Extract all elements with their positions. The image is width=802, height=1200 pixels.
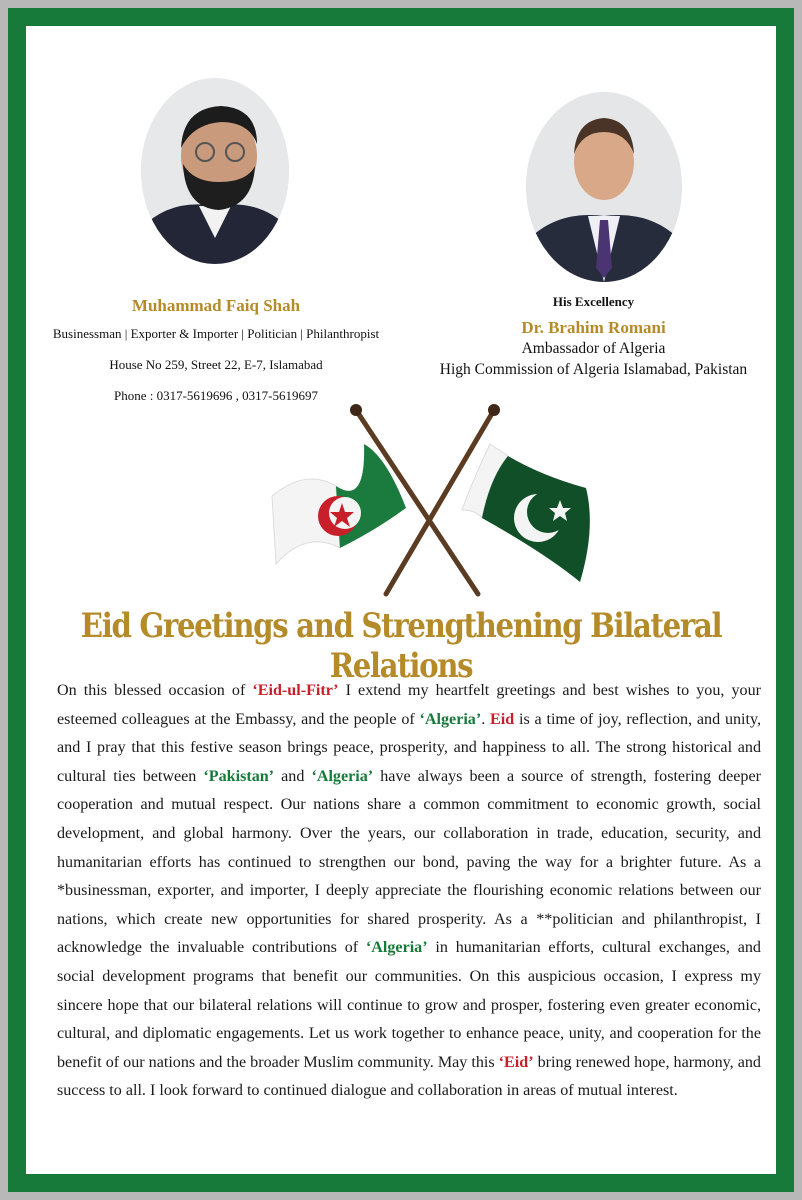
letter-text: is a time of joy, reflection, and unity, and I pray that this festive season brings peace, prosperity, and happiness to all. The strong historical and cultural ties between [57, 710, 762, 785]
highlight-eid-ul-fitr: ‘Eid-ul-Fitr’ [252, 682, 339, 699]
letter-body [57, 677, 761, 1106]
greeting-card [26, 26, 776, 1174]
green-frame [8, 8, 794, 1192]
letter-text: On this blessed occasion of [57, 682, 253, 699]
highlight-algeria: ‘Algeria’ [365, 939, 428, 957]
sender-address: House No 259, Street 22, E-7, Islamabad [109, 357, 323, 372]
portrait-right-photo [526, 92, 682, 282]
recipient-info [411, 294, 776, 382]
recipient-name: Dr. Brahim Romani [521, 318, 666, 337]
highlight-pakistan: ‘Pakistan’ [203, 767, 275, 785]
recipient-office: High Commission of Algeria Islamabad, Pakistan [439, 361, 748, 378]
highlight-algeria: ‘Algeria’ [311, 767, 374, 785]
highlight-algeria: ‘Algeria’ [419, 710, 482, 728]
pakistan-flag-icon [462, 444, 590, 582]
sender-phone: Phone : 0317-5619696 , 0317-5619697 [113, 388, 319, 403]
sender-name: Muhammad Faiq Shah [131, 296, 301, 315]
highlight-eid: ‘Eid’ [498, 1053, 534, 1071]
letter-text: in humanitarian efforts, cultural exchanges, and social development programs that benefit our communities. On this auspicious occasion, I express my sincere hope that our bilateral relations will continue to grow and prosper, fostering even greater economic, cultural, and diplomatic engagements. Let us work together to enhance peace, unity, and cooperation for the benefit of our nations and the broader Muslim community. May this [57, 939, 761, 1071]
letter-text: have always been a source of strength, fostering deeper cooperation and mutual respect. Our nations share a common commitment to economic growth, social development, and global harmony. Over the years, our collaboration in trade, education, security, and humanitarian efforts has continued to strengthen our bond, paving the way for a brighter future. As a *businessman, exporter, and importer, I deeply appreciate the flourishing economic relations between our nations, which create new opportunities for shared prosperity. As a **politician and philanthropist, I acknowledge the invaluable contributions of [57, 767, 761, 957]
portrait-left-photo [141, 78, 289, 264]
recipient-honorific: His Excellency [552, 294, 635, 309]
crossed-flags-illustration [246, 398, 606, 603]
letter-text: I extend my heartfelt greetings and best wishes to you, your esteemed colleagues at the Embassy, and the people of [57, 682, 761, 728]
letter-text: bring renewed hope, harmony, and success to all. I look forward to continued dialogue and collaboration in areas of mutual interest. [57, 1053, 761, 1100]
highlight-eid: Eid [490, 710, 515, 728]
letter-text: . [481, 710, 491, 728]
sender-titles: Businessman | Exporter & Importer | Politician | Philanthropist [52, 326, 380, 341]
letter-text: and [274, 767, 312, 785]
algeria-flag-icon [272, 444, 406, 564]
recipient-role: Ambassador of Algeria [521, 340, 666, 357]
page-title: Eid Greetings and Strengthening Bilateral Relations [80, 606, 722, 686]
